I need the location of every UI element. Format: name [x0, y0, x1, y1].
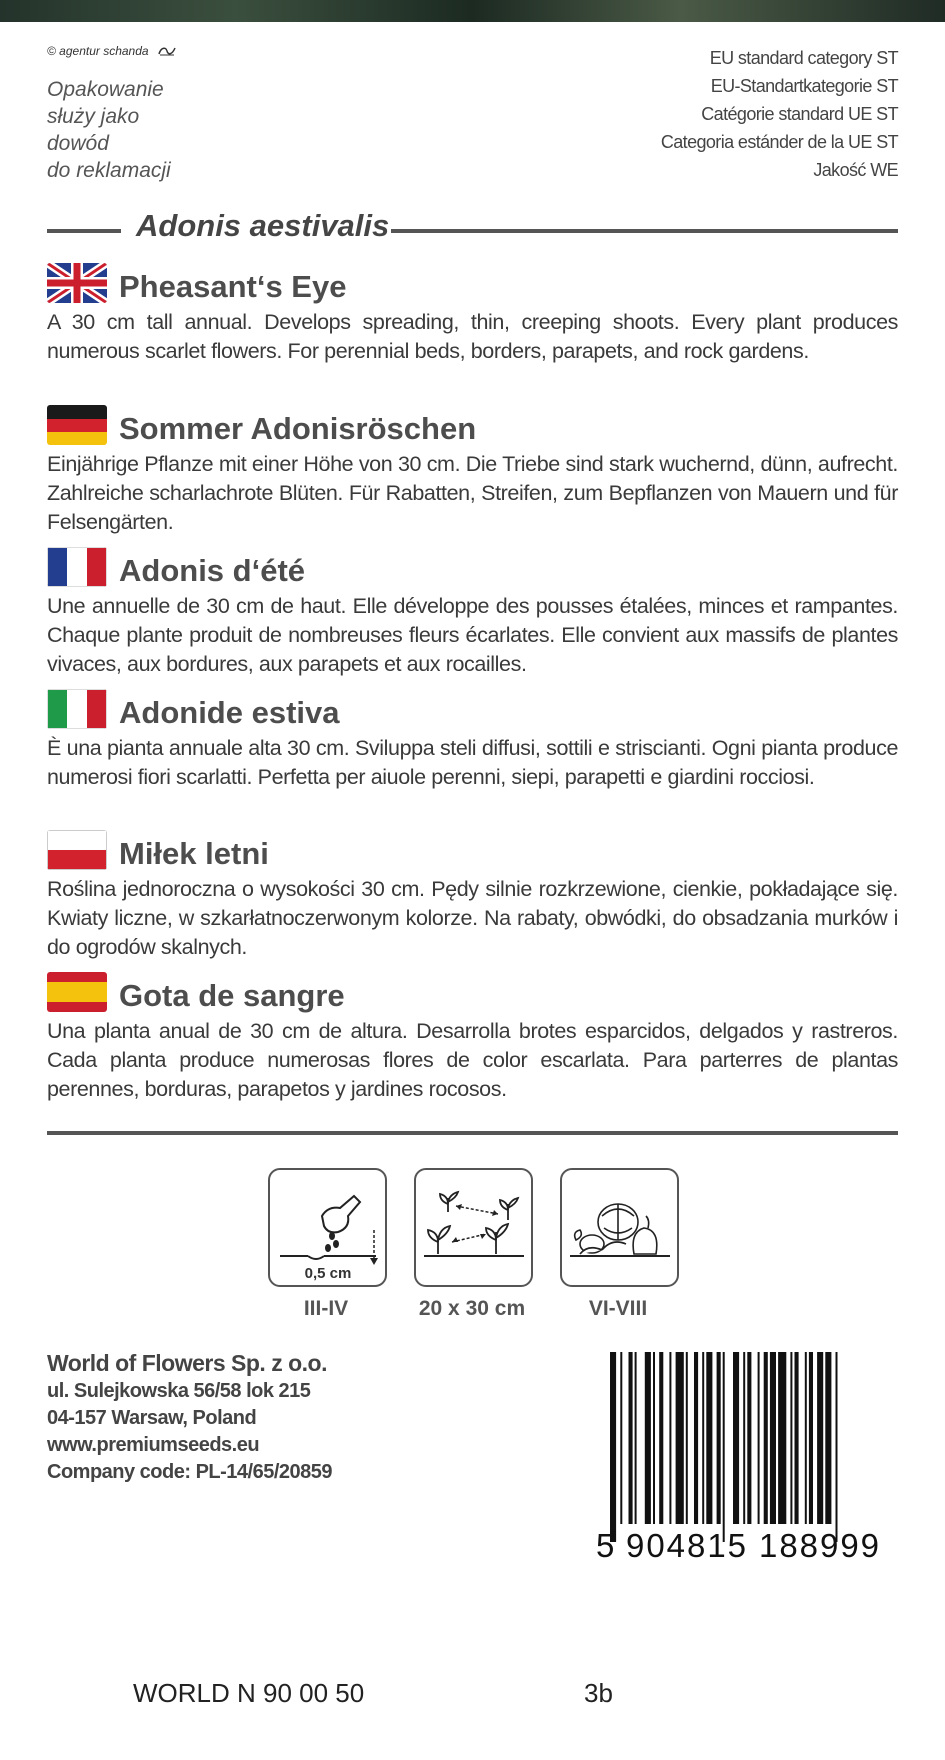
barcode-digits-left: 904815: [626, 1527, 746, 1560]
standard-line: EU standard category ST: [709, 48, 898, 68]
barcode-bar: [676, 1352, 684, 1524]
barcode-bar: [653, 1352, 655, 1524]
barcode-bar: [747, 1352, 751, 1524]
plant-description: Einjährige Pflanze mit einer Höhe von 30 cm. Die Triebe sind stark wuchernd, dünn, aufrecht. Zahlreiche scharlachrote Blüten. Für Rabatten, Streifen, zum Bepflanzen von Mauern und für Felsengärten.: [47, 452, 898, 534]
barcode-bar: [805, 1352, 807, 1524]
plant-description: Una planta anual de 30 cm de altura. Desarrolla brotes esparcidos, delgados y rastreros. Cada planta produce numerosas flores de color escarlata. Para parterres de plantas perennes, borduras, parapetos y jardines rocosos.: [47, 1019, 898, 1101]
section-divider: [47, 1131, 898, 1135]
barcode-bar: [743, 1352, 745, 1524]
company-address: [47, 1348, 332, 1486]
plant-description: Une annuelle de 30 cm de haut. Elle développe des pousses étalées, minces et rampantes. Chaque plante produit de nombreuses fleurs écarlates. Elle convient aux massifs de plantes vivaces, aux bordures, aux parapets et aux rocailles.: [47, 594, 898, 676]
standard-line: Catégorie standard UE ST: [701, 104, 898, 124]
barcode-bar: [733, 1352, 739, 1524]
barcode-digit-first: 5: [596, 1527, 615, 1560]
complaint-note-line: do reklamacji: [47, 159, 171, 182]
barcode-bar: [836, 1352, 838, 1542]
italy-flag-icon: [47, 689, 107, 729]
harvest-icon: [560, 1168, 679, 1287]
common-name: Miłek letni: [119, 836, 269, 871]
barcode-bar: [817, 1352, 823, 1524]
standard-line: EU-Standartkategorie ST: [710, 76, 898, 96]
barcode-bar: [758, 1352, 760, 1524]
variant-number: 3b: [584, 1678, 613, 1708]
sowing-depth-label: 0,5 cm: [304, 1265, 352, 1282]
plant-description: A 30 cm tall annual. Develops spreading, thin, creeping shoots. Every plant produces numerous scarlet flowers. For perennial beds, borders, parapets, and rock gardens.: [47, 310, 898, 363]
common-name: Adonis d‘été: [119, 553, 306, 588]
company-street: ul. Sulejkowska 56/58 lok 215: [47, 1380, 311, 1402]
spacing-label: 20 x 30 cm: [418, 1297, 526, 1320]
barcode-bar: [723, 1352, 725, 1542]
common-name: Gota de sangre: [119, 978, 345, 1013]
complaint-note-line: dowód: [47, 132, 109, 155]
article-code: WORLD N 90 00 50: [133, 1678, 365, 1708]
common-name: Adonide estiva: [119, 695, 340, 730]
barcode-bar: [620, 1352, 622, 1524]
sowing-time-label: III-IV: [303, 1297, 349, 1320]
sowing-depth-icon: [268, 1168, 387, 1287]
photo-credit-text: © agentur schanda: [47, 44, 149, 58]
quality-standards: [661, 44, 898, 184]
barcode-bar: [694, 1352, 698, 1524]
france-flag-icon: [47, 547, 107, 587]
flowering-time-label: VI-VIII: [588, 1297, 648, 1320]
common-name: Pheasant‘s Eye: [119, 269, 347, 304]
standard-line: Categoria estánder de la UE ST: [660, 132, 898, 152]
spain-flag-icon: [47, 972, 107, 1012]
barcode-bar: [778, 1352, 786, 1524]
poland-flag-icon: [47, 830, 107, 870]
barcode-bar: [795, 1352, 799, 1524]
complaint-note-line: służy jako: [47, 105, 140, 128]
plant-description: Roślina jednoroczna o wysokości 30 cm. Pędy silnie rozkrzewione, cienkie, pokładające się. Kwiaty liczne, w szkarłatnoczerwonym kolorze. Na rabaty, obwódki, do obsadzania murków i do ogrodów skalnych.: [47, 877, 898, 959]
barcode-bar: [717, 1352, 721, 1524]
complaint-note: [47, 76, 247, 184]
barcode-bar: [790, 1352, 792, 1524]
germany-flag-icon: [47, 405, 107, 445]
company-name: World of Flowers Sp. z o.o.: [47, 1350, 327, 1376]
barcode-bar: [645, 1352, 651, 1524]
barcode-bar: [635, 1352, 637, 1524]
standard-line: Jakość WE: [813, 160, 898, 180]
ean-barcode: [596, 1352, 901, 1560]
barcode-bar: [706, 1352, 712, 1524]
complaint-note-line: Opakowanie: [47, 78, 164, 101]
barcode-bar: [770, 1352, 776, 1524]
species-name: Adonis aestivalis: [136, 208, 390, 243]
barcode-bar: [669, 1352, 671, 1524]
company-code: Company code: PL-14/65/20859: [47, 1461, 333, 1483]
company-city: 04-157 Warsaw, Poland: [47, 1407, 257, 1429]
barcode-digits-right: 188999: [759, 1527, 879, 1560]
species-heading: [47, 208, 898, 244]
species-rule-left: [47, 229, 121, 233]
barcode-bar: [809, 1352, 813, 1524]
species-rule-right: [391, 229, 898, 233]
barcode-bar: [702, 1352, 704, 1524]
photo-credit: [47, 44, 177, 58]
plant-description: È una pianta annuale alta 30 cm. Sviluppa steli diffusi, sottili e striscianti. Ogni pianta produce numerosi fiori scarlatti. Perfetta per aiuole perenni, siepi, parapetti e giardini rocciosi.: [47, 736, 898, 789]
header-image-strip: [0, 0, 945, 22]
agency-logo-icon: [157, 45, 177, 57]
uk-flag-icon: [47, 263, 107, 303]
barcode-bar: [659, 1352, 663, 1524]
company-website: www.premiumseeds.eu: [47, 1434, 260, 1456]
barcode-bar: [629, 1352, 633, 1524]
barcode-bar: [610, 1352, 616, 1542]
barcode-bar: [764, 1352, 768, 1524]
barcode-bar: [825, 1352, 831, 1524]
barcode-bar: [686, 1352, 688, 1524]
common-name: Sommer Adonisröschen: [119, 411, 477, 446]
plant-spacing-icon: [414, 1168, 533, 1287]
